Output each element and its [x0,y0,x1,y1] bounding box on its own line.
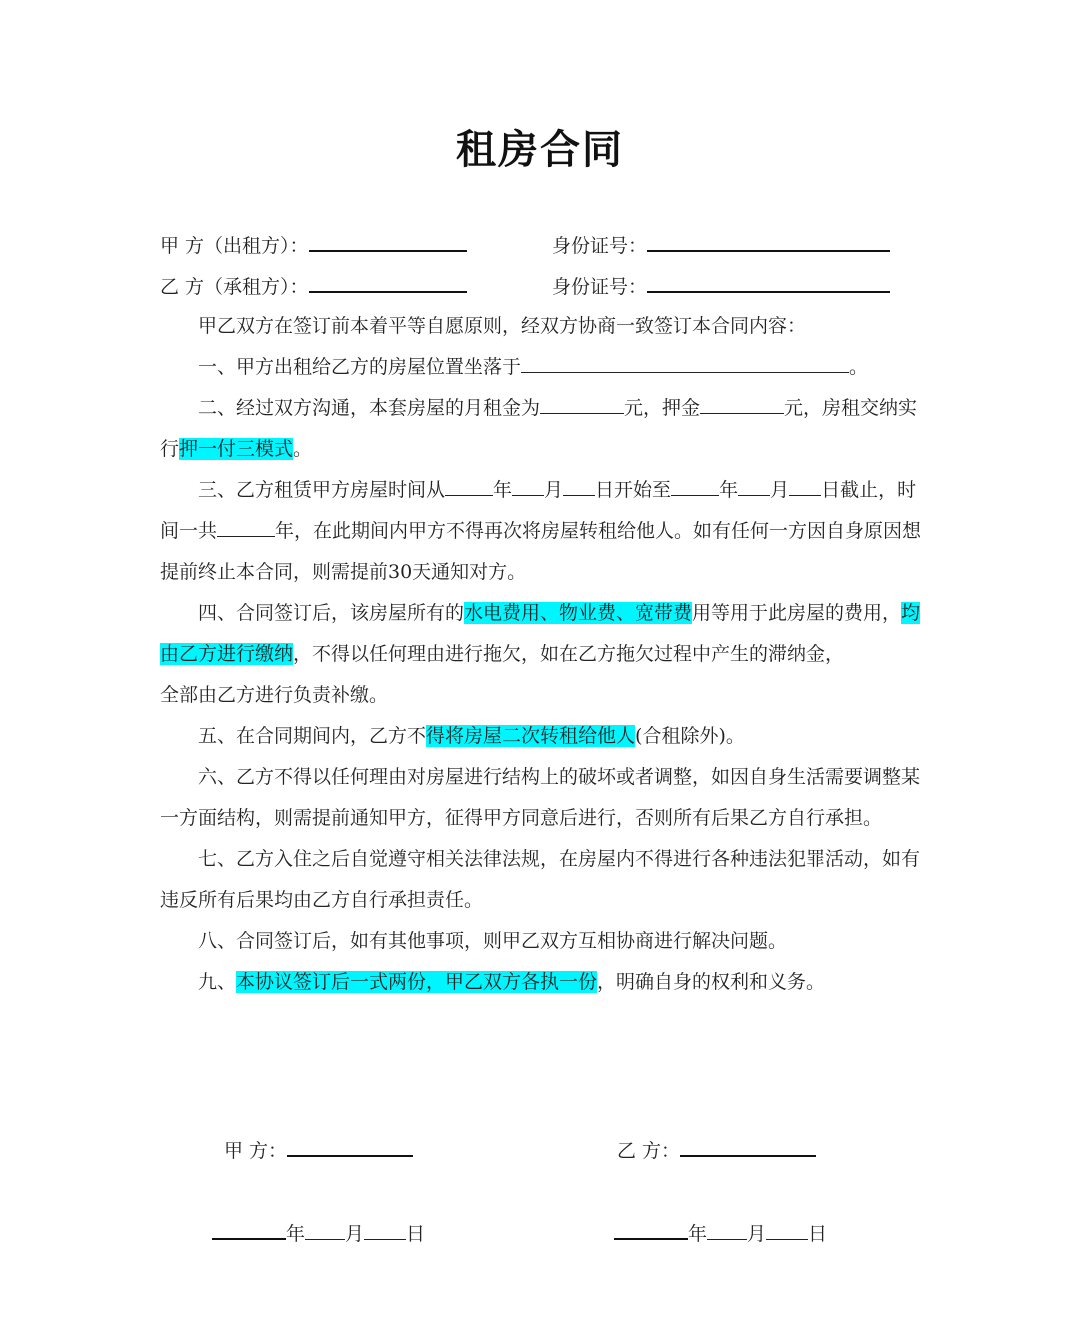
signature-a-label: 甲 方： [224,1140,288,1162]
end-year-blank[interactable] [671,471,719,496]
clause-8: 八、合同签订后，如有其他事项，则甲乙双方互相协商进行解决问题。 [198,930,788,952]
clause-3-rest: 年，在此期间内甲方不得再次将房屋转租给他人。如有任何一方因自身原因想提前终止本合同，则需提前30天通知对方。 [160,520,922,583]
clause-9-number: 九、 [198,971,237,993]
start-day-label: 日开始至 [595,479,672,501]
clause-1 [160,347,922,388]
clause-4-rest: ，不得以任何理由进行拖欠，如在乙方拖欠过程中产生的滞纳金， [293,643,845,665]
party-b-row [160,269,467,301]
rent-blank[interactable] [540,389,624,414]
date-b-month-blank[interactable] [707,1215,747,1240]
party-b-id-row [552,269,890,301]
party-b-name-field[interactable] [309,269,467,293]
start-year-label: 年 [493,479,513,501]
party-a-label: 甲 方（出租方）： [160,235,309,257]
date-a-year-label: 年 [286,1223,306,1245]
party-a-id-row [552,228,890,260]
document-title: 租房合同 [456,127,624,173]
signature-a-row [224,1133,413,1165]
clause-2 [160,388,922,470]
end-day-blank[interactable] [789,471,821,496]
clause-2-deposit-text: 元，押金 [624,397,701,419]
start-day-blank[interactable] [563,471,595,496]
date-b-row [614,1215,827,1248]
clause-4-continued: 全部由乙方进行负责补缴。 [160,684,389,706]
date-a-day-blank[interactable] [364,1215,406,1240]
clause-4-highlight-fees: 水电费用、物业费、宽带费 [464,602,693,624]
party-a-id-field[interactable] [647,228,890,252]
start-month-blank[interactable] [512,471,544,496]
start-month-label: 月 [544,479,564,501]
clause-2-payment-text: 元，房租交纳实行 [160,397,918,460]
date-b-year-blank[interactable] [614,1216,688,1240]
clause-4-text: 四、合同签订后，该房屋所有的 [198,602,465,624]
end-day-label: 日截止，时间一共 [160,479,917,542]
clause-2-text: 二、经过双方沟通，本套房屋的月租金为 [198,397,541,419]
date-b-day-blank[interactable] [766,1215,808,1240]
date-b-day-label: 日 [808,1223,828,1245]
date-b-year-label: 年 [688,1223,708,1245]
clause-2-end: 。 [293,438,313,460]
clause-9-end: ，明确自身的权利和义务。 [597,971,826,993]
contract-body [160,306,922,1003]
clause-5-end: (合租除外)。 [635,725,745,747]
clause-9 [160,962,922,1003]
clause-5-highlight: 得将房屋二次转租给他人 [426,725,636,747]
clause-3-text: 三、乙方租赁甲方房屋时间从 [198,479,446,501]
date-a-month-blank[interactable] [305,1215,345,1240]
party-b-label: 乙 方（承租方）： [160,276,309,298]
clause-2-highlight: 押一付三模式 [179,438,294,460]
clause-5-text: 五、在合同期间内，乙方不 [198,725,427,747]
date-a-year-blank[interactable] [212,1216,286,1240]
signature-a-field[interactable] [287,1133,413,1157]
deposit-blank[interactable] [700,389,784,414]
clause-4 [160,593,922,675]
clause-5 [160,716,922,757]
party-b-id-field[interactable] [647,269,890,293]
clause-7: 七、乙方入住之后自觉遵守相关法律法规，在房屋内不得进行各种违法犯罪活动，如有违反所有后果均由乙方自行承担责任。 [160,848,921,911]
signature-b-row [617,1133,816,1165]
clause-1-end: 。 [849,356,869,378]
address-blank[interactable] [521,348,849,373]
date-b-month-label: 月 [747,1223,767,1245]
party-a-row [160,228,467,260]
date-a-row [212,1215,425,1248]
date-a-day-label: 日 [406,1223,426,1245]
party-a-id-label: 身份证号： [552,235,648,257]
duration-blank[interactable] [217,512,275,537]
date-a-month-label: 月 [345,1223,365,1245]
party-b-id-label: 身份证号： [552,276,648,298]
end-month-label: 月 [770,479,790,501]
end-month-blank[interactable] [738,471,770,496]
start-year-blank[interactable] [445,471,493,496]
clause-6: 六、乙方不得以任何理由对房屋进行结构上的破坏或者调整，如因自身生活需要调整某一方面结构，则需提前通知甲方，征得甲方同意后进行，否则所有后果乙方自行承担。 [160,766,921,829]
clause-9-highlight: 本协议签订后一式两份，甲乙双方各执一份 [236,971,598,993]
clause-3 [160,470,922,593]
clause-4-mid: 用等用于此房屋的费用， [692,602,902,624]
clause-1-text: 一、甲方出租给乙方的房屋位置坐落于 [198,356,522,378]
intro-paragraph: 甲乙双方在签订前本着平等自愿原则，经双方协商一致签订本合同内容： [198,315,807,337]
signature-b-field[interactable] [680,1133,816,1157]
party-a-name-field[interactable] [309,228,467,252]
clause-4-highlight-payer: 均由乙方进行缴纳 [160,602,921,665]
signature-b-label: 乙 方： [617,1140,681,1162]
end-year-label: 年 [719,479,739,501]
